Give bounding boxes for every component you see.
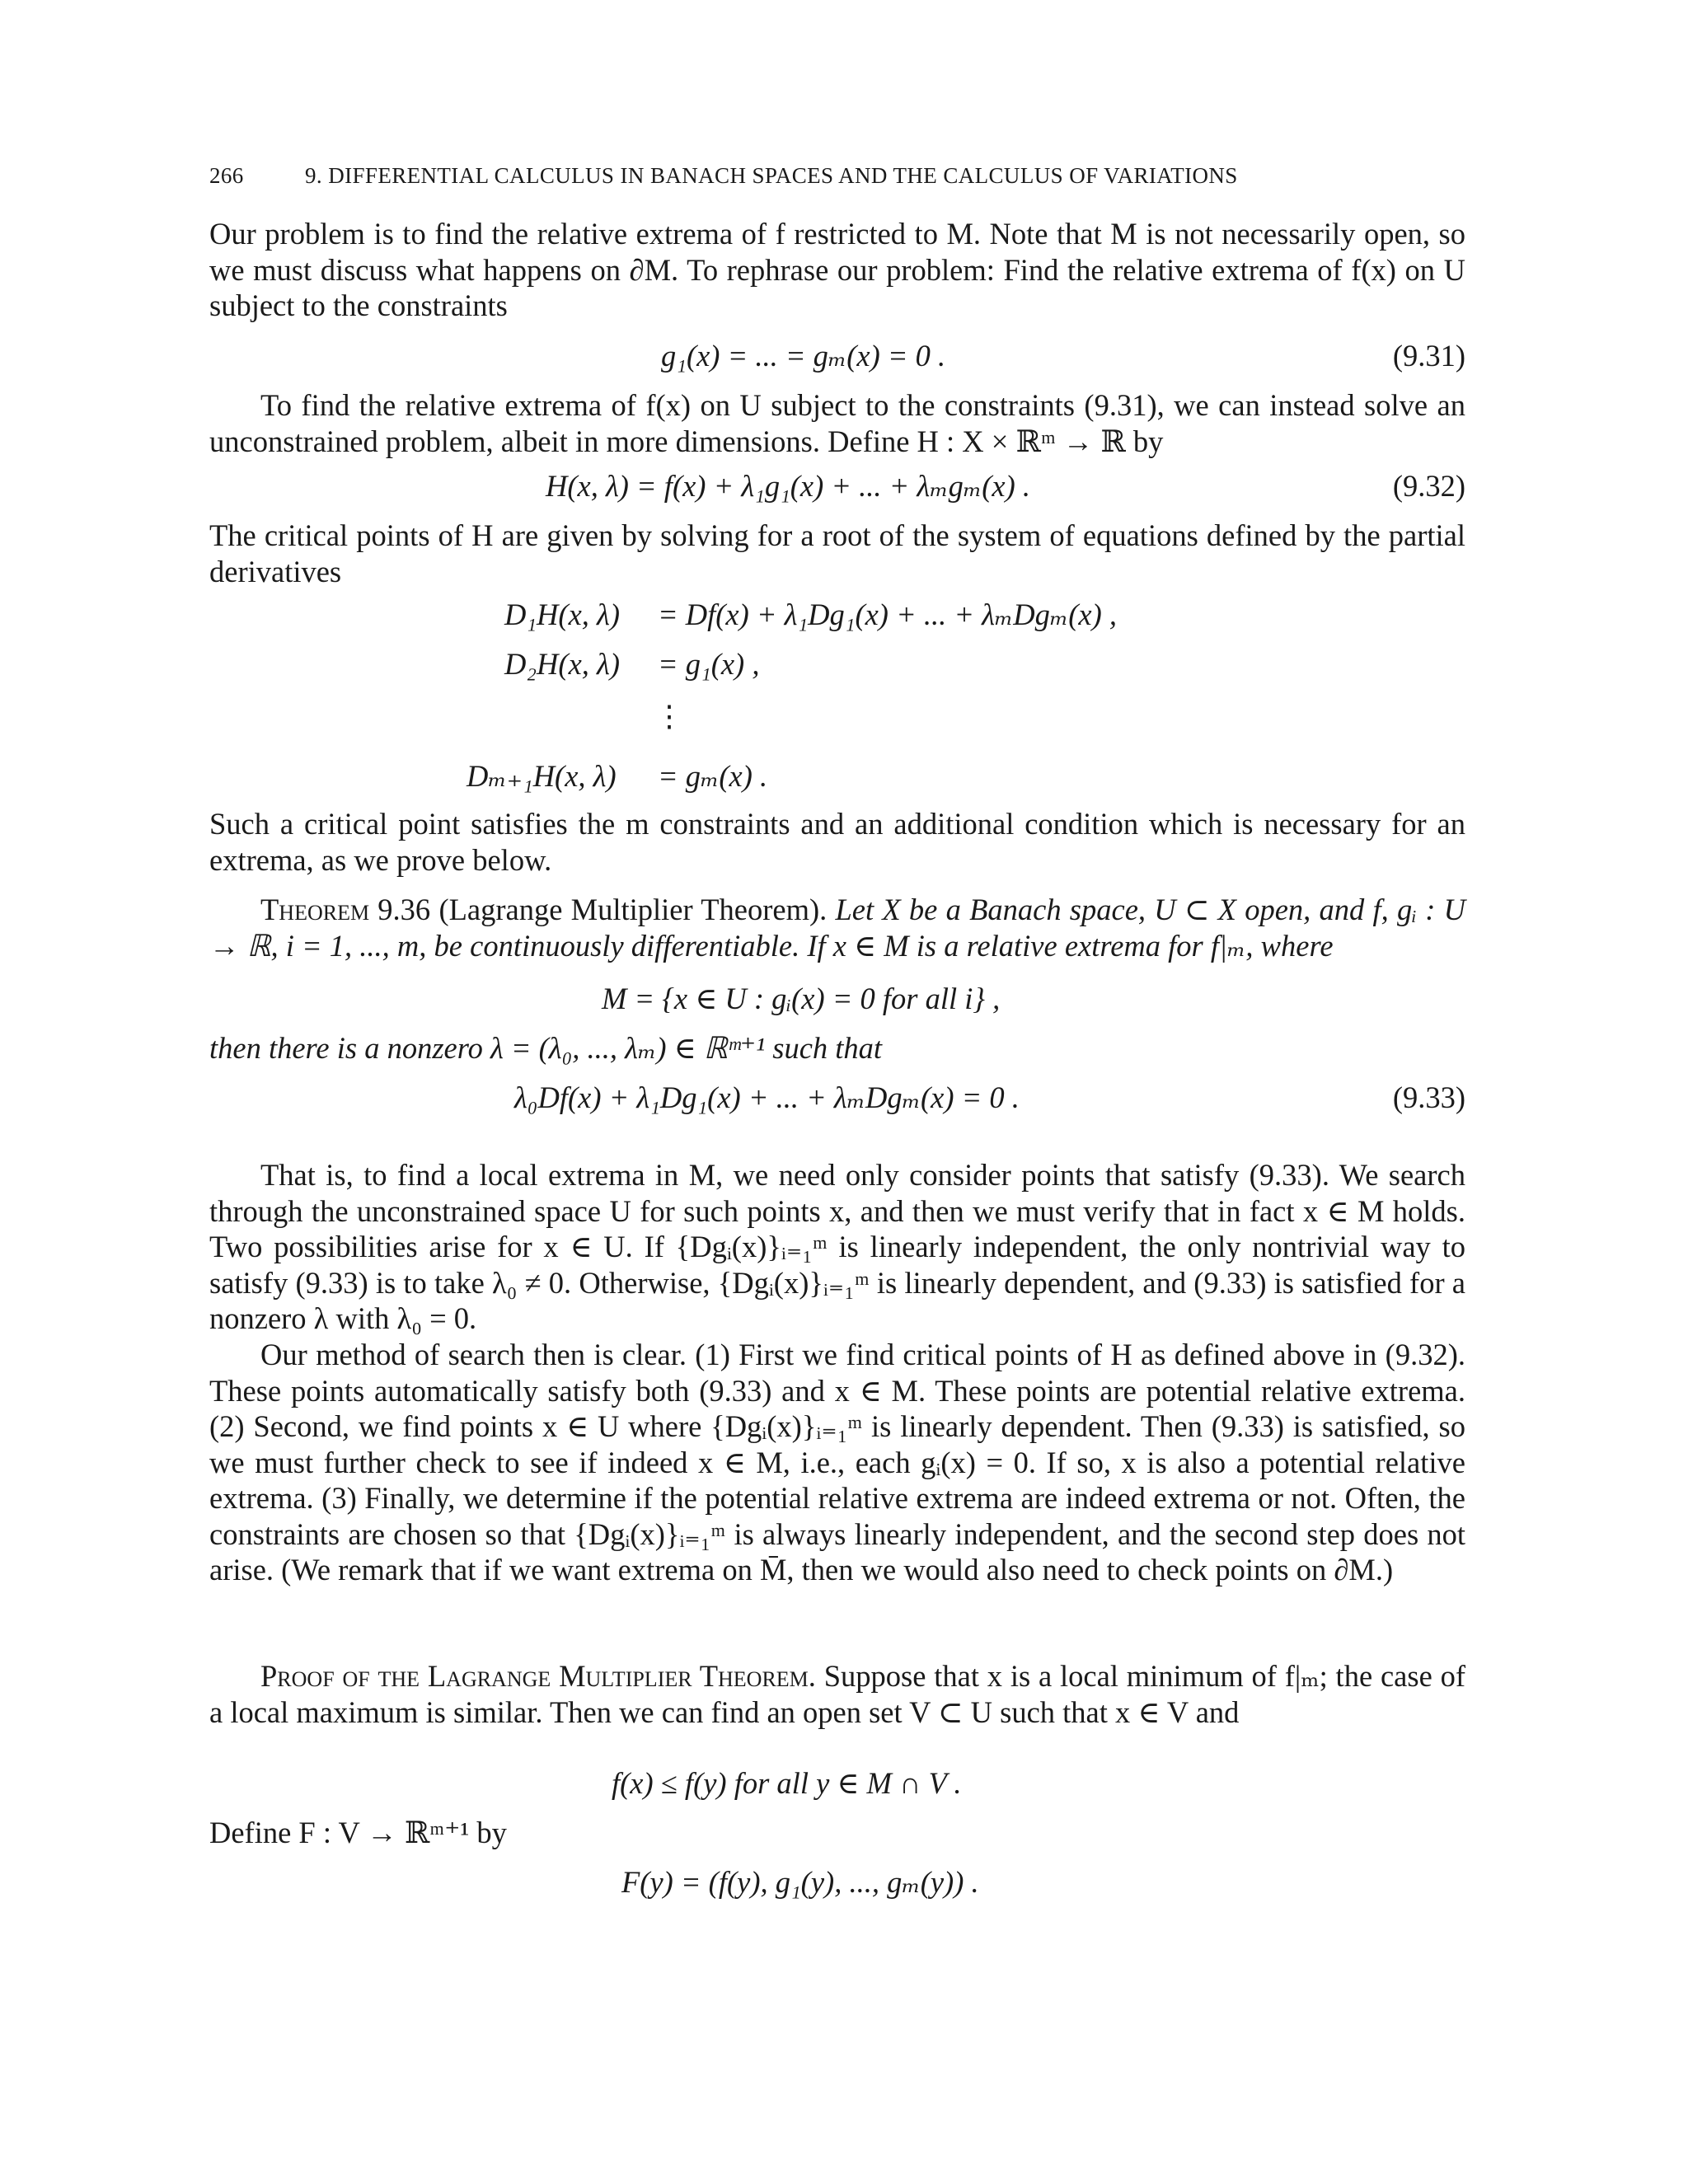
define-F: Define F : V → ℝᵐ⁺¹ by [209,1816,507,1849]
theorem-name: (Lagrange Multiplier Theorem). [438,893,828,926]
page-number: 266 [209,163,244,188]
theorem-9-36 [209,892,1465,963]
equation-number: (9.32) [1392,469,1465,503]
vertical-ellipsis: ⋮ [654,700,684,733]
set-definition [209,981,1465,1017]
system-row-3-rhs: = gₘ(x) . [658,759,768,793]
equation-number: (9.31) [1392,339,1465,373]
paragraph-5: That is, to find a local extrema in M, we need only consider points that satisfy (9.33). We search through the unconstrained space U for such points x, and then we must verify that in fact x ∈ M holds. Two possibilities arise for x ∈ U. If {Dgᵢ(x)}ᵢ₌₁ᵐ is linearly independent, the only nontrivial way to satisfy (9.33) is to take λ₀ ≠ 0. Otherwise, {Dgᵢ(x)}ᵢ₌₁ᵐ is linearly dependent, and (9.33) is satisfied for a nonzero λ with λ₀ = 0. [209,1158,1465,1335]
proof-text: Suppose that x is a local minimum of f|ₘ; the case of a local maximum is similar. Then we can find an open set V ⊂ U such that x ∈ V and [209,1659,1465,1729]
theorem-statement: Let X be a Banach space, U ⊂ X open, and f, gᵢ : U → ℝ, i = 1, ..., m, be continuously differentiable. If x ∈ M is a relative extrema for f|ₘ, where [209,893,1466,963]
system-row-2-lhs: D₂H(x, λ) [504,647,620,681]
proof-paragraph [209,1658,1465,1730]
equation-body: g₁(x) = ... = gₘ(x) = 0 . [661,339,946,373]
system-row-2-rhs: = g₁(x) , [658,647,760,681]
system-row-3-lhs: Dₘ₊₁H(x, λ) [467,759,617,793]
equation-9-31 [209,338,1465,374]
equation-number: (9.33) [1392,1080,1465,1114]
system-row-1-lhs: D₁H(x, λ) [504,598,620,631]
system-row-1-rhs: = Df(x) + λ₁Dg₁(x) + ... + λₘDgₘ(x) , [658,598,1118,631]
equation-9-32 [209,468,1465,504]
equation-body: M = {x ∈ U : gᵢ(x) = 0 for all i} , [602,982,1001,1015]
paragraph-4: Such a critical point satisfies the m constraints and an additional condition which is necessary for an extrema, as we prove below. [209,807,1465,877]
paragraph-3: The critical points of H are given by solving for a root of the system of equations defined by the partial derivatives [209,518,1465,588]
inequality [209,1765,1465,1802]
theorem-conclusion: then there is a nonzero λ = (λ₀, ..., λₘ) ∈ ℝᵐ⁺¹ such that [209,1031,883,1065]
theorem-label: Theorem 9.36 [260,893,431,926]
equation-body: λ₀Df(x) + λ₁Dg₁(x) + ... + λₘDgₘ(x) = 0 . [514,1080,1020,1114]
proof-label: Proof of the Lagrange Multiplier Theorem. [260,1659,816,1693]
equation-body: H(x, λ) = f(x) + λ₁g₁(x) + ... + λₘgₘ(x) . [546,469,1031,503]
equation-body: f(x) ≤ f(y) for all y ∈ M ∩ V . [612,1766,962,1800]
paragraph-1: Our problem is to find the relative extrema of f restricted to M. Note that M is not necessarily open, so we must discuss what happens on ∂M. To rephrase our problem: Find the relative extrema of f(x) on U subject to the constraints [209,217,1465,322]
F-definition [209,1864,1465,1900]
equation-9-33 [209,1080,1465,1116]
equation-body: F(y) = (f(y), g₁(y), ..., gₘ(y)) . [621,1865,979,1899]
running-title: 9. DIFFERENTIAL CALCULUS IN BANACH SPACES AND THE CALCULUS OF VARIATIONS [305,163,1238,188]
paragraph-2: To find the relative extrema of f(x) on U subject to the constraints (9.31), we can instead solve an unconstrained problem, albeit in more dimensions. Define H : X × ℝᵐ → ℝ by [209,388,1465,458]
paragraph-6: Our method of search then is clear. (1) First we find critical points of H as defined above in (9.32). These points automatically satisfy both (9.33) and x ∈ M. These points are potential relative extrema. (2) Second, we find points x ∈ U where {Dgᵢ(x)}ᵢ₌₁ᵐ is linearly dependent. Then (9.33) is satisfied, so we must further check to see if indeed x ∈ M, i.e., each gᵢ(x) = 0. If so, x is also a potential relative extrema. (3) Finally, we determine if the potential relative extrema are indeed extrema or not. Often, the constraints are chosen so that {Dgᵢ(x)}ᵢ₌₁ᵐ is always linearly independent, and the second step does not arise. (We remark that if we want extrema on M̄, then we would also need to check points on ∂M.) [209,1338,1465,1586]
